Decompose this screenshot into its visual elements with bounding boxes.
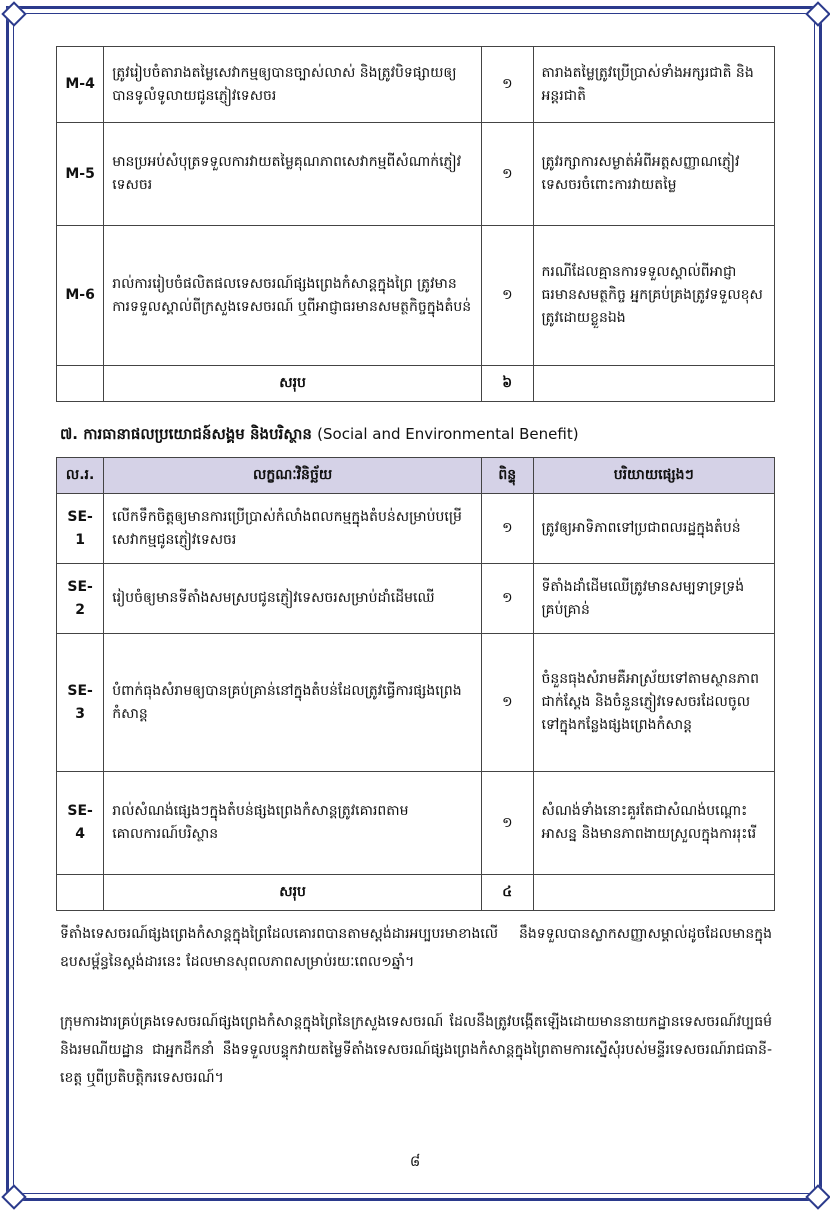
row-criteria: លើកទឹកចិត្តឲ្យមានការប្រើប្រាស់កំលាំងពលកម្មក្នុងតំបន់សម្រាប់បម្រើសេវាកម្មជូនភ្ញៀវទេសចរ [104,494,482,564]
section-title-km: ៧. ការធានាផលប្រយោជន៍សង្គម និងបរិស្ថាន [60,425,312,443]
header-points: ពិន្ទុ [482,458,534,494]
table-row [57,772,775,875]
criteria-table-social-environment [56,457,775,911]
corner-ornament [804,0,830,26]
row-criteria: រាល់ការរៀបចំផលិតផលទេសចរណ៍ផ្សងព្រេងកំសាន្តក្នុងព្រៃ ត្រូវមានការទទួលស្គាល់ពីក្រសួងទេសចរណ៍ ឬពីអាជ្ញាធរមានសមត្ថកិច្ចក្នុងតំបន់ [104,226,482,366]
row-code: SE-1 [57,494,104,564]
paragraph-certification: ទីតាំងទេសចរណ៍ផ្សងព្រេងកំសាន្តក្នុងព្រៃដែលគោរពបានតាមស្តង់ដារអប្បបរមាខាងលើ នឹងទទួលបានស្លាកសញ្ញាសម្គាល់ដូចដែលមានក្នុងឧបសម្ព័ន្ធនៃស្តង់ដារនេះ ដែលមានសុពលភាពសម្រាប់រយៈពេល១ឆ្នាំ។ [60,926,772,970]
total-label: សរុប [104,366,482,402]
total-value: ៦ [482,366,534,402]
row-criteria: ត្រូវរៀបចំតារាងតម្លៃសេវាកម្មឲ្យបានច្បាស់លាស់ និងត្រូវបិទផ្សាយឲ្យបានទូលំទូលាយជូនភ្ញៀវទេសចរ [104,47,482,123]
row-points: ១ [482,226,534,366]
header-code: ល.រ. [57,458,104,494]
table-total-row [57,366,775,402]
header-notes: បរិយាយផ្សេងៗ [533,458,774,494]
row-points: ១ [482,634,534,772]
row-code: SE-3 [57,634,104,772]
row-criteria: រាល់សំណង់ផ្សេងៗក្នុងតំបន់ផ្សងព្រេងកំសាន្តត្រូវគោរពតាមគោលការណ៍បរិស្ថាន [104,772,482,875]
total-value: ៤ [482,875,534,911]
table-row [57,226,775,366]
header-criteria: លក្ខណៈវិនិច្ឆ័យ [104,458,482,494]
row-points: ១ [482,564,534,634]
table-total-row [57,875,775,911]
section-heading [60,425,579,447]
row-code: M-5 [57,123,104,226]
row-points: ១ [482,772,534,875]
table-header [57,458,775,494]
row-notes: តារាងតម្លៃត្រូវប្រើប្រាស់ទាំងអក្សរជាតិ និងអន្តរជាតិ [533,47,774,123]
row-criteria: រៀបចំឲ្យមានទីតាំងសមស្របជូនភ្ញៀវទេសចរសម្រាប់ដាំដើមឈើ [104,564,482,634]
section-title-en: (Social and Environmental Benefit) [317,425,579,443]
table-row [57,564,775,634]
table-row [57,634,775,772]
criteria-table-management [56,46,775,402]
row-criteria: មានប្រអប់សំបុត្រទទួលការវាយតម្លៃគុណភាពសេវាកម្មពីសំណាក់ភ្ញៀវទេសចរ [104,123,482,226]
total-label: សរុប [104,875,482,911]
row-code: M-4 [57,47,104,123]
row-notes: ត្រូវរក្សាការសម្ងាត់អំពីអត្តសញ្ញាណភ្ញៀវទេសចរចំពោះការវាយតម្លៃ [533,123,774,226]
row-code: SE-2 [57,564,104,634]
row-points: ១ [482,47,534,123]
row-criteria: បំពាក់ធុងសំរាមឲ្យបានគ្រប់គ្រាន់នៅក្នុងតំបន់ដែលត្រូវធ្វើការផ្សងព្រេងកំសាន្ត [104,634,482,772]
row-code: SE-4 [57,772,104,875]
row-code: M-6 [57,226,104,366]
row-notes: សំណង់ទាំងនោះគួរតែជាសំណង់បណ្តោះអាសន្ន និងមានភាពងាយស្រួលក្នុងការរុះរើ [533,772,774,875]
corner-ornament [804,1183,830,1209]
row-points: ១ [482,494,534,564]
row-notes: ចំនួនធុងសំរាមគឺអាស្រ័យទៅតាមស្ថានភាពជាក់ស្តែង និងចំនួនភ្ញៀវទេសចរដែលចូលទៅក្នុងកន្លែងផ្សងព្រេងកំសាន្ត [533,634,774,772]
page-number: ៨ [409,1152,421,1170]
table-row [57,47,775,123]
row-points: ១ [482,123,534,226]
row-notes: ត្រូវឲ្យអាទិភាពទៅប្រជាពលរដ្ឋក្នុងតំបន់ [533,494,774,564]
corner-ornament [0,0,26,26]
table-row [57,123,775,226]
corner-ornament [0,1183,26,1209]
row-notes: ករណីដែលគ្មានការទទួលស្គាល់ពីអាជ្ញាធរមានសមត្ថកិច្ច អ្នកគ្រប់គ្រងត្រូវទទួលខុសត្រូវដោយខ្លួនឯង [533,226,774,366]
row-notes: ទីតាំងដាំដើមឈើត្រូវមានសម្បទាទ្រទ្រង់គ្រប់គ្រាន់ [533,564,774,634]
table-row [57,494,775,564]
paragraph-working-group: ក្រុមការងារគ្រប់គ្រងទេសចរណ៍ផ្សងព្រេងកំសាន្តក្នុងព្រៃនៃក្រសួងទេសចរណ៍ ដែលនឹងត្រូវបង្កើតឡើងដោយមាននាយកដ្ឋានទេសចរណ៍វប្បធម៌ និងរមណីយដ្ឋាន ជាអ្នកដឹកនាំ នឹងទទួលបន្ទុកវាយតម្លៃទីតាំងទេសចរណ៍ផ្សងព្រេងកំសាន្តក្នុងព្រៃតាមការស្នើសុំរបស់មន្ទីរទេសចរណ៍រាជធានី-ខេត្ត ឬពីប្រតិបត្តិករទេសចរណ៍។ [60,1014,772,1086]
